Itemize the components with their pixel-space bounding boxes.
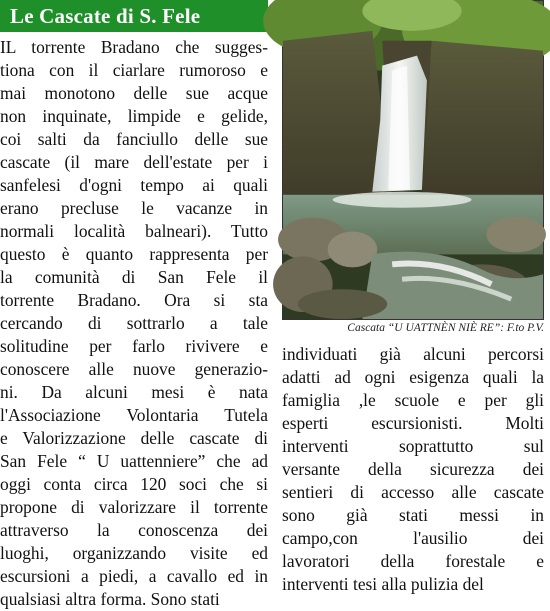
text-line: l'Associazione Volontaria Tutela [0, 405, 268, 425]
text-line: questo è quanto rappresenta per [0, 244, 268, 264]
left-text-column [0, 36, 268, 611]
text-line: cascate (il mare dell'estate per i [0, 152, 268, 172]
text-line: interventi soprattutto sul [282, 436, 544, 456]
text-line: normali località balneari). Tutto [0, 221, 268, 241]
text-line: escursioni a piedi, a cavallo ed in [0, 566, 268, 586]
text-line: IL torrente Bradano che sugges- [0, 37, 268, 57]
waterfall-photo [282, 0, 544, 320]
text-line: lavoratori della forestale e [282, 551, 544, 571]
text-line: tiona con il ciarlare rumoroso e [0, 60, 268, 80]
text-line: versante della sicurezza dei [282, 459, 544, 479]
text-line: campo,con l'ausilio dei [282, 528, 544, 548]
text-line: cercando di sottrarlo a tale [0, 313, 268, 333]
text-line: famiglia ,le scuole e per gli [282, 390, 544, 410]
article-title: Le Cascate di S. Fele [10, 3, 201, 28]
text-line: propone di valorizzare il torrente [0, 497, 268, 517]
text-line: la comunità di San Fele il [0, 267, 268, 287]
text-line: e Valorizzazione delle cascate di [0, 428, 268, 448]
photo-caption: Cascata “U UATTNÈN NIÈ RE”: F.to P.V. [347, 322, 544, 334]
text-line: coi salti da fanciullo delle sue [0, 129, 268, 149]
text-line: torrente Bradano. Ora si sta [0, 290, 268, 310]
article-title-banner [0, 0, 268, 32]
text-line: non inquinate, limpide e gelide, [0, 106, 268, 126]
text-line: adatti ad ogni esigenza quali la [282, 367, 544, 387]
text-line: conoscere alle nuove generazio- [0, 359, 268, 379]
text-line: individuati già alcuni percorsi [282, 344, 544, 364]
text-line: sanfelesi d'ogni tempo ai quali [0, 175, 268, 195]
text-line: San Fele “ U uattenniere” che ad [0, 451, 268, 471]
text-line: ni. Da alcuni mesi è nata [0, 382, 268, 402]
text-line: sono già stati messi in [282, 505, 544, 525]
text-line: oggi conta circa 120 soci che si [0, 474, 268, 494]
text-line: attraverso la conoscenza dei [0, 520, 268, 540]
text-line: qualsiasi altra forma. Sono stati [0, 589, 220, 609]
text-line: solitudine per farlo rivivere e [0, 336, 268, 356]
text-line: interventi tesi alla pulizia del [282, 574, 484, 594]
text-line: erano precluse le vacanze in [0, 198, 268, 218]
right-text-column [282, 343, 544, 596]
text-line: mai monotono delle sue acque [0, 83, 268, 103]
text-line: esperti escursionisti. Molti [282, 413, 544, 433]
text-line: luoghi, organizzando visite ed [0, 543, 268, 563]
text-line: sentieri di accesso alle cascate [282, 482, 544, 502]
waterfall-illustration [283, 1, 543, 319]
